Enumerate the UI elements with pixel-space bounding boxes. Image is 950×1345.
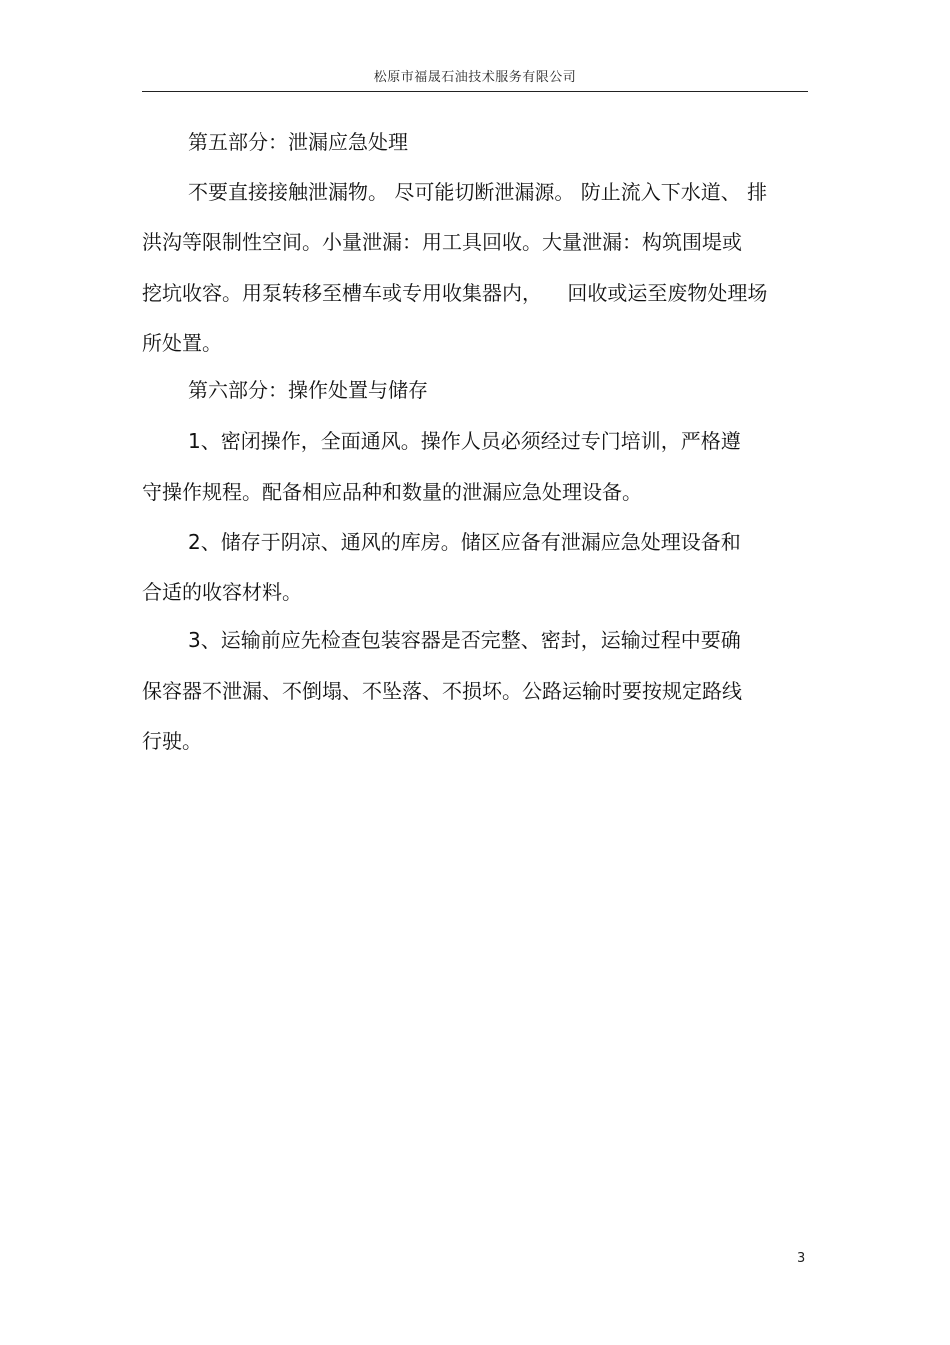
list-item-line: 守操作规程。配备相应品种和数量的泄漏应急处理设备。 xyxy=(142,480,642,504)
section-heading: 第六部分：操作处置与储存 xyxy=(188,378,428,402)
paragraph-line: 不要直接接触泄漏物。 尽可能切断泄漏源。 防止流入下水道、 排 xyxy=(188,180,768,204)
list-item-line: 1、密闭操作，全面通风。操作人员必须经过专门培训，严格遵 xyxy=(188,429,741,453)
list-item-line: 行驶。 xyxy=(142,729,202,753)
paragraph-line: 洪沟等限制性空间。小量泄漏：用工具回收。大量泄漏：构筑围堤或 xyxy=(142,230,742,254)
list-item-line: 合适的收容材料。 xyxy=(142,580,302,604)
page-number: 3 xyxy=(797,1251,806,1266)
section-heading: 第五部分：泄漏应急处理 xyxy=(188,130,408,154)
paragraph-line: 所处置。 xyxy=(142,331,222,355)
paragraph-line: 挖坑收容。用泵转移至槽车或专用收集器内， 回收或运至废物处理场 xyxy=(142,281,768,305)
company-name: 松原市福晟石油技术服务有限公司 xyxy=(373,70,577,85)
list-item-line: 2、储存于阴凉、通风的库房。储区应备有泄漏应急处理设备和 xyxy=(188,530,741,554)
list-item-line: 3、运输前应先检查包装容器是否完整、密封，运输过程中要确 xyxy=(188,628,741,652)
list-item-line: 保容器不泄漏、不倒塌、不坠落、不损坏。公路运输时要按规定路线 xyxy=(142,679,742,703)
header-divider xyxy=(142,91,808,92)
